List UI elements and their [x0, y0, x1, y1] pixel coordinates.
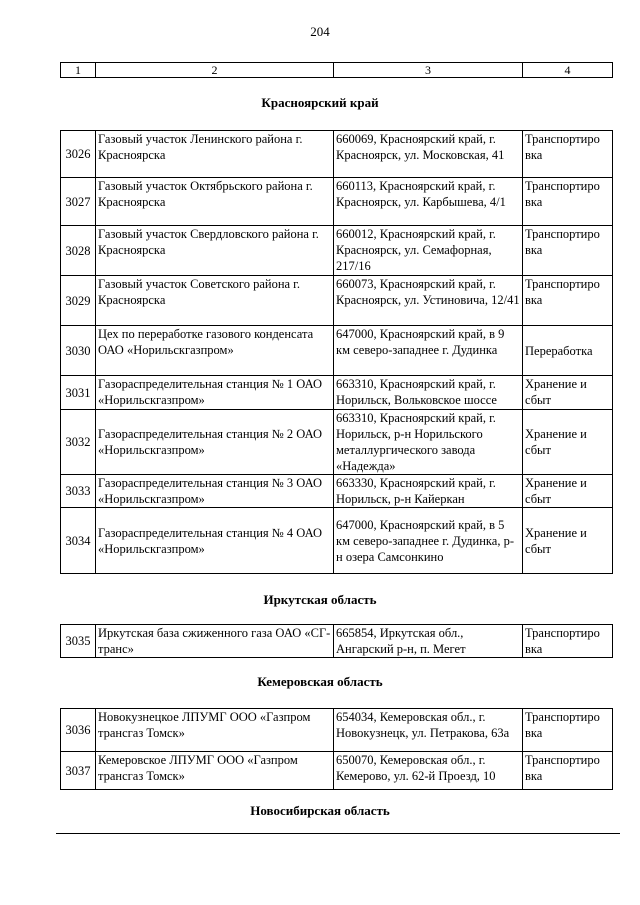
activity-type: Хранение и сбыт [523, 410, 613, 475]
section-title-novosibirsk: Новосибирская область [250, 803, 390, 818]
object-address: 660073, Красноярский край, г. Красноярск, ул. Устиновича, 12/41 [334, 276, 523, 326]
row-number: 3036 [61, 709, 96, 752]
column-number-header [60, 62, 613, 78]
table-row [61, 276, 613, 326]
object-name: Газораспределительная станция № 2 ОАО «Норильскгазпром» [96, 410, 334, 475]
activity-type: Транспортиро вка [523, 178, 613, 226]
row-number: 3034 [61, 508, 96, 574]
table-row [61, 625, 613, 658]
object-name: Газораспределительная станция № 3 ОАО «Норильскгазпром» [96, 475, 334, 508]
object-name: Газовый участок Октябрьского района г. Красноярска [96, 178, 334, 226]
activity-type: Переработка [523, 326, 613, 376]
activity-type: Транспортиро вка [523, 226, 613, 276]
table-row [61, 131, 613, 178]
table-row [61, 376, 613, 410]
object-address: 660113, Красноярский край, г. Красноярск, ул. Карбышева, 4/1 [334, 178, 523, 226]
object-address: 660012, Красноярский край, г. Красноярск, ул. Семафорная, 217/16 [334, 226, 523, 276]
object-address: 650070, Кемеровская обл., г. Кемерово, ул. 62-й Проезд, 10 [334, 752, 523, 790]
column-header-2: 2 [96, 63, 334, 78]
object-name: Газовый участок Советского района г. Красноярска [96, 276, 334, 326]
object-address: 665854, Иркутская обл., Ангарский р-н, п. Мегет [334, 625, 523, 658]
object-name: Цех по переработке газового конденсата ОАО «Норильскгазпром» [96, 326, 334, 376]
row-number: 3027 [61, 178, 96, 226]
object-address: 663310, Красноярский край, г. Норильск, Вольковское шоссе [334, 376, 523, 410]
table-irkutsk [60, 624, 613, 658]
object-name: Газораспределительная станция № 1 ОАО «Норильскгазпром» [96, 376, 334, 410]
table-row [61, 326, 613, 376]
object-address: 660069, Красноярский край, г. Красноярск, ул. Московская, 41 [334, 131, 523, 178]
table-row [61, 709, 613, 752]
object-name: Газовый участок Свердловского района г. Красноярска [96, 226, 334, 276]
row-number: 3030 [61, 326, 96, 376]
object-address: 663330, Красноярский край, г. Норильск, р-н Кайеркан [334, 475, 523, 508]
column-header-4: 4 [523, 63, 613, 78]
activity-type: Транспортиро вка [523, 752, 613, 790]
section-title-irkutsk: Иркутская область [263, 592, 377, 607]
row-number: 3033 [61, 475, 96, 508]
table-top-rule [56, 833, 620, 834]
activity-type: Хранение и сбыт [523, 508, 613, 574]
object-name: Газораспределительная станция № 4 ОАО «Норильскгазпром» [96, 508, 334, 574]
column-header-3: 3 [334, 63, 523, 78]
activity-type: Транспортиро вка [523, 131, 613, 178]
object-address: 663310, Красноярский край, г. Норильск, р-н Норильского металлургического завода «Надежда» [334, 410, 523, 475]
table-row [61, 475, 613, 508]
table-row [61, 508, 613, 574]
section-title-krasnoyarsk: Красноярский край [261, 95, 379, 110]
row-number: 3028 [61, 226, 96, 276]
row-number: 3032 [61, 410, 96, 475]
row-number: 3031 [61, 376, 96, 410]
activity-type: Транспортиро вка [523, 276, 613, 326]
object-address: 654034, Кемеровская обл., г. Новокузнецк, ул. Петракова, 63а [334, 709, 523, 752]
table-row [61, 752, 613, 790]
table-row [61, 410, 613, 475]
section-title-kemerovo: Кемеровская область [257, 674, 383, 689]
object-name: Иркутская база сжиженного газа ОАО «СГ-транс» [96, 625, 334, 658]
object-name: Газовый участок Ленинского района г. Красноярска [96, 131, 334, 178]
column-header-1: 1 [61, 63, 96, 78]
table-row [61, 226, 613, 276]
activity-type: Транспортиро вка [523, 625, 613, 658]
object-address: 647000, Красноярский край, в 5 км северо-западнее г. Дудинка, р-н озера Самсонкино [334, 508, 523, 574]
table-row [61, 178, 613, 226]
object-name: Новокузнецкое ЛПУМГ ООО «Газпром трансгаз Томск» [96, 709, 334, 752]
row-number: 3037 [61, 752, 96, 790]
row-number: 3026 [61, 131, 96, 178]
row-number: 3029 [61, 276, 96, 326]
table-kemerovo [60, 708, 613, 790]
activity-type: Транспортиро вка [523, 709, 613, 752]
object-name: Кемеровское ЛПУМГ ООО «Газпром трансгаз Томск» [96, 752, 334, 790]
table-krasnoyarsk [60, 130, 613, 574]
object-address: 647000, Красноярский край, в 9 км северо-западнее г. Дудинка [334, 326, 523, 376]
row-number: 3035 [61, 625, 96, 658]
activity-type: Хранение и сбыт [523, 475, 613, 508]
page-number: 204 [310, 24, 330, 39]
activity-type: Хранение и сбыт [523, 376, 613, 410]
